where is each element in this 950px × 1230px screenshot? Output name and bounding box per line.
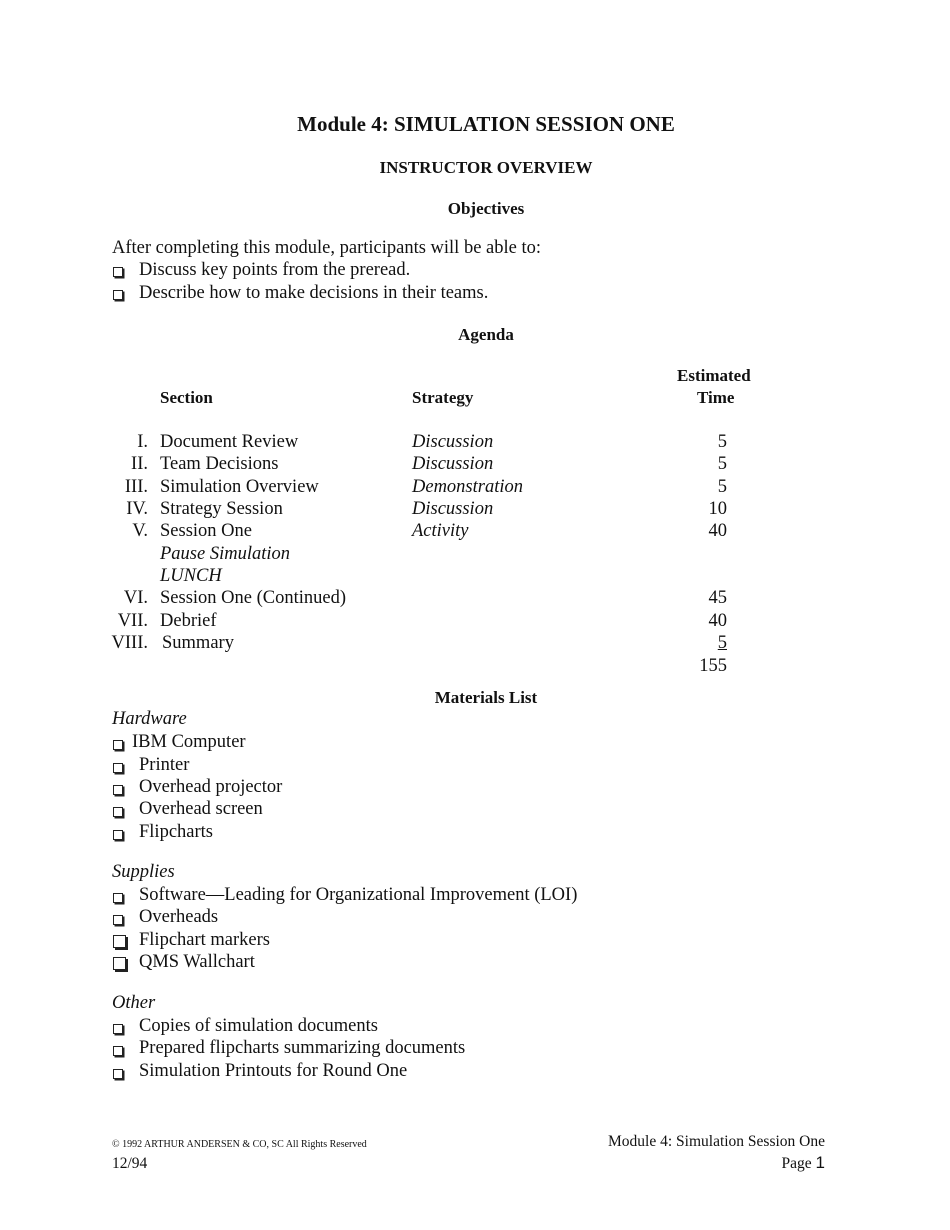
agenda-row-time: 5 xyxy=(717,454,727,474)
agenda-row-number: I. xyxy=(137,432,148,452)
objectives-intro: After completing this module, participants will be able to: xyxy=(112,238,541,258)
agenda-col-section: Section xyxy=(160,388,213,407)
agenda-row-number: III. xyxy=(124,477,148,497)
agenda-row-section: Summary xyxy=(162,633,234,653)
agenda-row-time: 45 xyxy=(708,588,727,608)
agenda-row-section: Strategy Session xyxy=(160,499,283,519)
other-item: Copies of simulation documents xyxy=(139,1016,378,1036)
objective-item: Discuss key points from the preread. xyxy=(139,260,411,280)
hardware-item: IBM Computer xyxy=(132,732,246,752)
supplies-item: Flipchart markers xyxy=(139,930,270,950)
hardware-item: Flipcharts xyxy=(139,822,213,842)
objectives-heading: Objectives xyxy=(447,199,525,218)
checkbox-icon xyxy=(113,740,123,750)
checkbox-icon xyxy=(113,915,123,925)
agenda-col-time-line2: Time xyxy=(697,388,735,407)
hardware-item: Overhead screen xyxy=(139,799,263,819)
agenda-row-number: VII. xyxy=(117,611,148,631)
agenda-heading: Agenda xyxy=(458,325,514,344)
agenda-row-section: Team Decisions xyxy=(160,454,279,474)
checkbox-icon xyxy=(113,807,123,817)
agenda-row-time: 40 xyxy=(708,521,727,541)
agenda-row-number: II. xyxy=(131,454,148,474)
checkbox-icon xyxy=(113,893,123,903)
checkbox-icon xyxy=(113,830,123,840)
footer-copyright: © 1992 ARTHUR ANDERSEN & CO, SC All Rights Reserved xyxy=(112,1139,367,1150)
checkbox-icon xyxy=(113,785,123,795)
agenda-row-section: Simulation Overview xyxy=(160,477,319,497)
agenda-row-number: VIII. xyxy=(111,633,148,653)
agenda-row-time: 10 xyxy=(708,499,727,519)
checkbox-icon xyxy=(113,290,123,300)
agenda-row-strategy: Demonstration xyxy=(412,477,523,497)
page-title: Module 4: SIMULATION SESSION ONE xyxy=(297,112,675,136)
materials-heading: Materials List xyxy=(434,688,538,707)
agenda-row-section: Session One (Continued) xyxy=(160,588,347,608)
agenda-row-time: 40 xyxy=(708,611,727,631)
other-label: Other xyxy=(112,993,156,1013)
agenda-row-time: 5 xyxy=(717,633,727,653)
hardware-item: Printer xyxy=(139,755,190,775)
agenda-row-strategy: Discussion xyxy=(412,499,494,519)
checkbox-icon xyxy=(113,1024,123,1034)
footer-page xyxy=(782,1153,825,1173)
agenda-row-number: IV. xyxy=(126,499,148,519)
agenda-total-time: 155 xyxy=(699,656,727,676)
agenda-row-strategy: Activity xyxy=(412,521,469,541)
footer-page-number: 1 xyxy=(815,1153,825,1172)
agenda-row-section: Document Review xyxy=(160,432,299,452)
agenda-row-section: Session One xyxy=(160,521,252,541)
supplies-item: Overheads xyxy=(139,907,219,927)
hardware-label: Hardware xyxy=(112,709,187,729)
other-item: Prepared flipcharts summarizing documents xyxy=(139,1038,466,1058)
checkbox-icon xyxy=(113,1069,123,1079)
objective-item: Describe how to make decisions in their teams. xyxy=(139,283,489,303)
supplies-label: Supplies xyxy=(112,862,175,882)
agenda-row-time: 5 xyxy=(717,477,727,497)
checkbox-icon xyxy=(113,267,123,277)
agenda-row-strategy: Discussion xyxy=(412,454,494,474)
agenda-col-time-line1: Estimated xyxy=(677,366,751,385)
agenda-row-section: LUNCH xyxy=(160,566,222,586)
hardware-item: Overhead projector xyxy=(139,777,283,797)
footer-date: 12/94 xyxy=(112,1155,148,1172)
agenda-row-time: 5 xyxy=(717,432,727,452)
footer-module: Module 4: Simulation Session One xyxy=(608,1133,825,1150)
footer-page-label: Page xyxy=(781,1155,812,1172)
checkbox-icon xyxy=(113,957,126,970)
agenda-row-section: Pause Simulation xyxy=(160,544,291,564)
agenda-row-section: Debrief xyxy=(160,611,217,631)
other-item: Simulation Printouts for Round One xyxy=(139,1061,408,1081)
checkbox-icon xyxy=(113,1046,123,1056)
agenda-col-strategy: Strategy xyxy=(412,388,474,407)
supplies-item: QMS Wallchart xyxy=(139,952,255,972)
agenda-row-strategy: Discussion xyxy=(412,432,494,452)
page-subtitle: INSTRUCTOR OVERVIEW xyxy=(379,158,593,177)
agenda-row-number: VI. xyxy=(123,588,148,608)
supplies-item: Software—Leading for Organizational Improvement (LOI) xyxy=(139,885,578,905)
checkbox-icon xyxy=(113,763,123,773)
agenda-row-number: V. xyxy=(132,521,148,541)
checkbox-icon xyxy=(113,935,126,948)
